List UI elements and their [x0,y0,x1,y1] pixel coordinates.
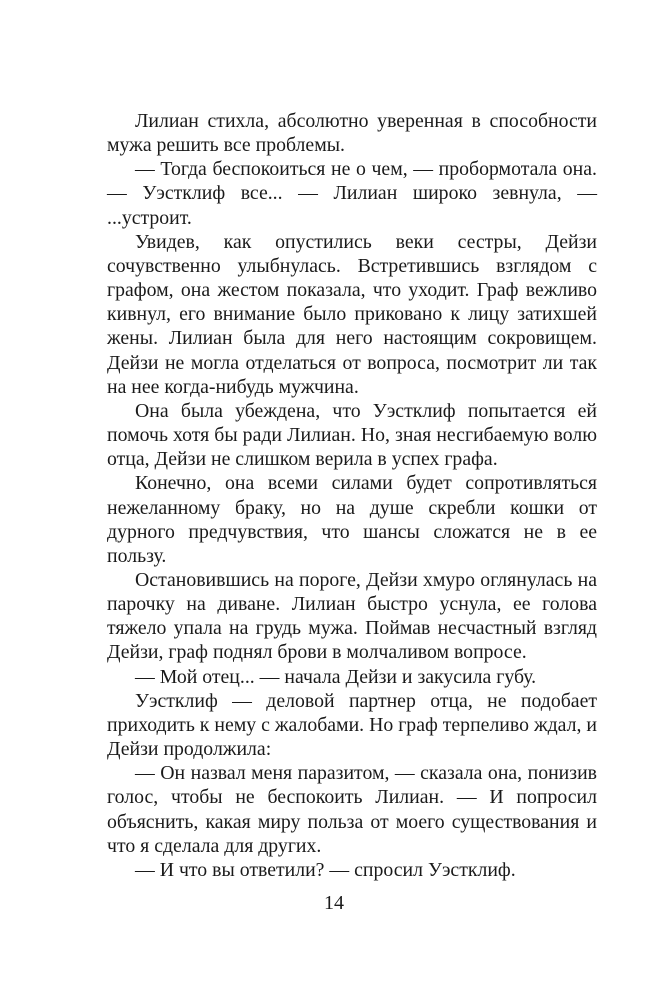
page-number: 14 [324,892,344,914]
paragraph: Конечно, она всеми силами будет сопротивляться нежеланному браку, но на душе скребли кошки от дурного предчувствия, что шансы сложатся не в ее пользу. [107,472,597,567]
paragraph: Лилиан стихла, абсолютно уверенная в способности мужа решить все проблемы. [107,110,597,157]
paragraph: — И что вы ответили? — спросил Уэстклиф. [135,858,516,881]
paragraph: Уэстклиф — деловой партнер отца, не подобает приходить к нему с жалобами. Но граф терпеливо ждал, и Дейзи продолжила: [107,689,597,761]
paragraph: Она была убеждена, что Уэстклиф попытается ей помочь хотя бы ради Лилиан. Но, зная несгибаемую волю отца, Дейзи не слишком верила в успех графа. [107,399,597,471]
paragraph: Остановившись на пороге, Дейзи хмуро оглянулась на парочку на диване. Лилиан быстро уснула, ее голова тяжело упала на грудь мужа. Поймав несчастный взгляд Дейзи, граф поднял брови в молчаливом вопросе. [107,568,597,664]
paragraph: — Тогда беспокоиться не о чем, — пробормотала она. — Уэстклиф все... — Лилиан широко зевнула, — ...устроит. [107,158,597,229]
paragraph: — Он назвал меня паразитом, — сказала она, понизив голос, чтобы не беспокоить Лилиан. — И попросил объяснить, какая миру польза от моего существования и что я сделала для других. [107,762,597,857]
paragraph: Увидев, как опустились веки сестры, Дейзи сочувственно улыбнулась. Встретившись взглядом с графом, она жестом показала, что уходит. Граф вежливо кивнул, его внимание было приковано к лицу затихшей жены. Лилиан была для него настоящим сокровищем. Дейзи не могла отделаться от вопроса, посмотрит ли так на нее когда-нибудь мужчина. [107,230,597,398]
paragraph: — Мой отец... — начала Дейзи и закусила губу. [135,665,537,688]
body-text [107,109,597,882]
